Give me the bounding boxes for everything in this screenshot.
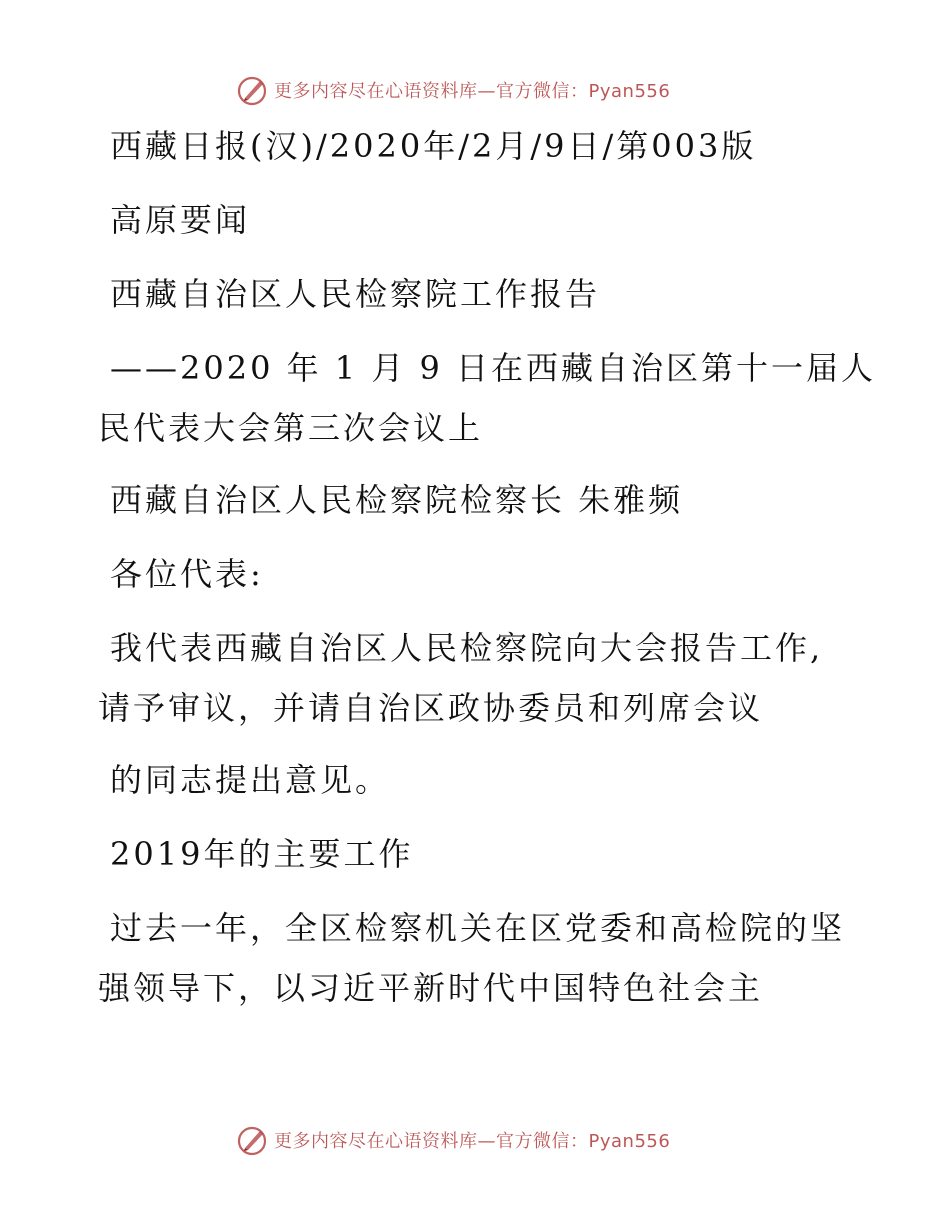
section-heading: 2019年的主要工作 <box>110 835 414 873</box>
footer-watermark <box>236 1122 670 1158</box>
publication-line: 西藏日报(汉)/2020年/2月/9日/第003版 <box>110 127 757 165</box>
report-title: 西藏自治区人民检察院工作报告 <box>110 275 601 313</box>
paragraph-2-line-1: 过去一年，全区检察机关在区党委和高检院的坚 <box>110 909 846 947</box>
paragraph-2-line-2: 强领导下，以习近平新时代中国特色社会主 <box>98 969 764 1007</box>
section-label: 高原要闻 <box>110 201 251 239</box>
quill-logo-icon <box>236 73 270 107</box>
paragraph-1-line-1: 我代表西藏自治区人民检察院向大会报告工作, <box>110 629 824 667</box>
watermark-text: 更多内容尽在心语资料库—官方微信：Pyan556 <box>274 1131 671 1152</box>
salutation: 各位代表: <box>110 555 264 593</box>
watermark-text: 更多内容尽在心语资料库—官方微信：Pyan556 <box>274 81 671 102</box>
paragraph-1-line-2: 请予审议，并请自治区政协委员和列席会议 <box>98 689 764 727</box>
paragraph-1-line-3: 的同志提出意见。 <box>110 761 391 799</box>
header-watermark <box>236 72 670 108</box>
quill-logo-icon <box>236 1123 270 1157</box>
author-line: 西藏自治区人民检察院检察长 朱雅频 <box>110 481 684 519</box>
report-subtitle-line-2: 民代表大会第三次会议上 <box>98 409 484 447</box>
report-subtitle-line-1: ——2020 年 1 月 9 日在西藏自治区第十一届人 <box>110 349 877 387</box>
